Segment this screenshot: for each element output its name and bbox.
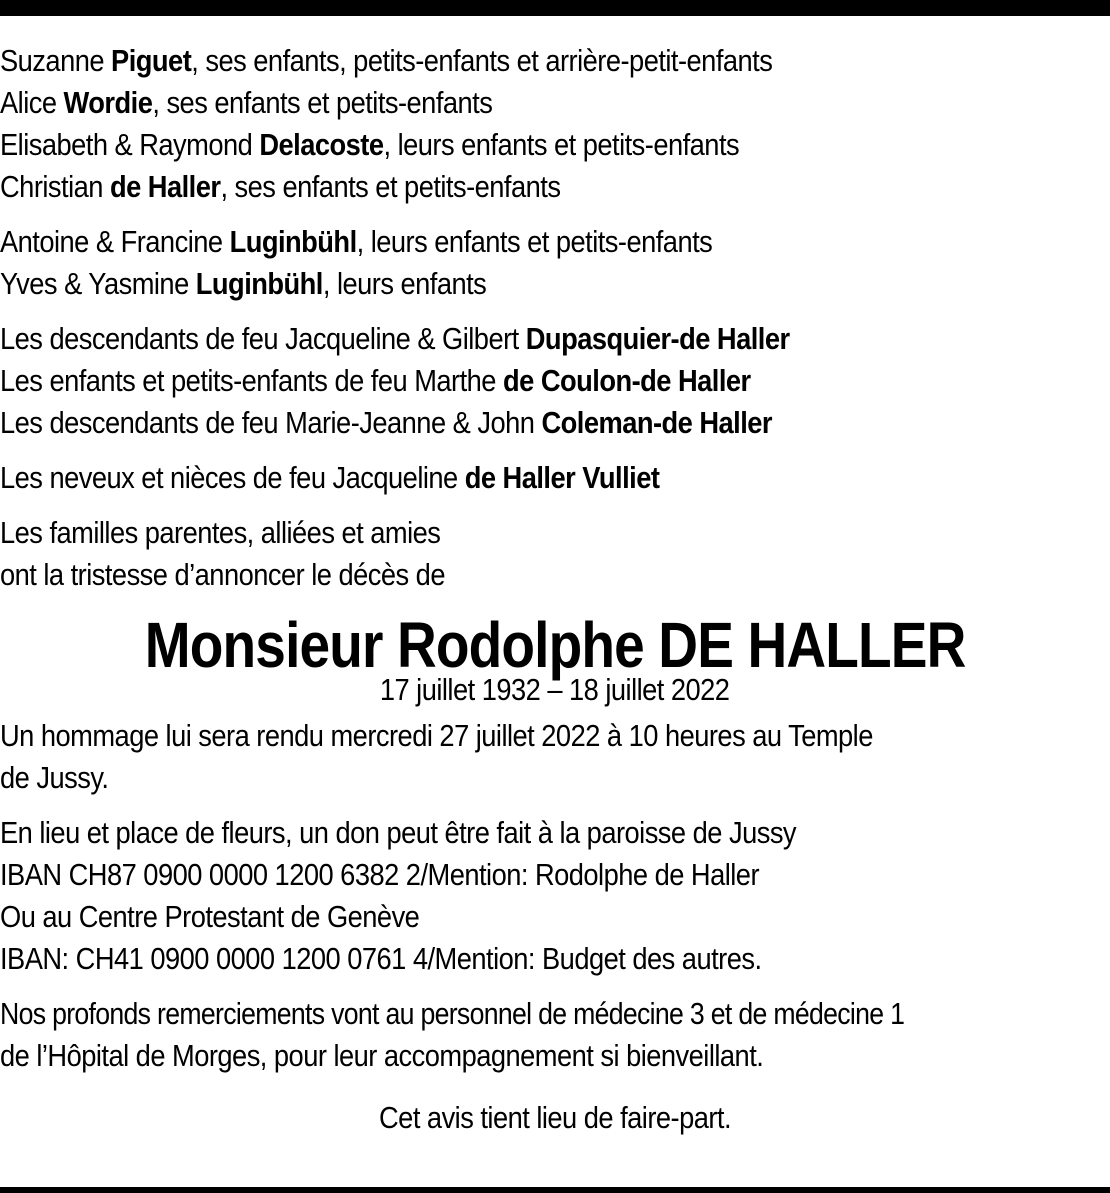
ceremony-line: Un hommage lui sera rendu mercredi 27 juillet 2022 à 10 heures au Temple (0, 718, 873, 753)
deceased-block (0, 609, 1110, 705)
family-surname: de Haller Vulliet (464, 460, 660, 495)
family-line-text: , leurs enfants et petits-enfants (383, 127, 740, 162)
family-line-text: Les familles parentes, alliées et amies (0, 515, 441, 550)
family-surname: Luginbühl (229, 224, 357, 259)
family-line-text: , ses enfants et petits-enfants (220, 169, 561, 204)
family-surname: Delacoste (259, 127, 384, 162)
family-line (0, 554, 977, 596)
family-surname: Dupasquier-de Haller (525, 321, 790, 356)
family-line (0, 221, 977, 263)
family-line-text: ont la tristesse d’annoncer le décès de (0, 557, 445, 592)
family-line (0, 40, 977, 82)
ceremony-line: de Jussy. (0, 760, 109, 795)
closing-text: Cet avis tient lieu de faire-part. (378, 1100, 732, 1135)
families-section (0, 40, 1110, 596)
family-line-text: , ses enfants, petits-enfants et arrière-petit-enfants (191, 43, 773, 78)
life-dates: 17 juillet 1932 – 18 juillet 2022 (380, 672, 730, 707)
family-line (0, 263, 977, 305)
donations-section (0, 812, 1110, 980)
family-surname: de Coulon-de Haller (502, 363, 751, 398)
family-group (0, 512, 1110, 596)
family-line-text: Yves & Yasmine (0, 266, 196, 301)
donation-line: IBAN: CH41 0900 0000 1200 0761 4/Mention: Budget des autres. (0, 941, 762, 976)
family-line-text: , ses enfants et petits-enfants (152, 85, 493, 120)
top-rule (0, 0, 1110, 16)
family-line (0, 318, 977, 360)
family-line-text: Alice (0, 85, 64, 120)
family-line (0, 124, 977, 166)
family-line (0, 512, 977, 554)
thanks-line: Nos profonds remerciements vont au personnel de médecine 3 et de médecine 1 (0, 996, 905, 1031)
donation-line: IBAN CH87 0900 0000 1200 6382 2/Mention: Rodolphe de Haller (0, 857, 759, 892)
family-group (0, 457, 1110, 499)
thanks-section (0, 993, 1110, 1077)
family-group (0, 40, 1110, 208)
family-line (0, 360, 977, 402)
family-surname: Wordie (63, 85, 153, 120)
family-group (0, 318, 1110, 444)
family-line-text: Elisabeth & Raymond (0, 127, 260, 162)
family-line-text: Les descendants de feu Marie-Jeanne & John (0, 405, 542, 440)
family-surname: Luginbühl (195, 266, 323, 301)
family-line-text: , leurs enfants (322, 266, 487, 301)
family-line-text: Suzanne (0, 43, 112, 78)
family-group (0, 221, 1110, 305)
family-line (0, 166, 977, 208)
donation-line: Ou au Centre Protestant de Genève (0, 899, 420, 934)
family-line-text: Les enfants et petits-enfants de feu Marthe (0, 363, 503, 398)
family-line-text: Christian (0, 169, 110, 204)
family-line-text: , leurs enfants et petits-enfants (356, 224, 713, 259)
bottom-rule (0, 1187, 1110, 1193)
deceased-name: Monsieur Rodolphe DE HALLER (144, 609, 966, 681)
ceremony-section (0, 715, 1110, 799)
family-surname: de Haller (109, 169, 221, 204)
family-line-text: Antoine & Francine (0, 224, 230, 259)
family-line-text: Les descendants de feu Jacqueline & Gilbert (0, 321, 526, 356)
closing-note (0, 1097, 1110, 1139)
family-surname: Piguet (111, 43, 192, 78)
obituary-notice (0, 40, 1110, 1139)
thanks-line: de l’Hôpital de Morges, pour leur accompagnement si bienveillant. (0, 1038, 764, 1073)
family-line-text: Les neveux et nièces de feu Jacqueline (0, 460, 465, 495)
family-surname: Coleman-de Haller (541, 405, 773, 440)
family-line (0, 457, 977, 499)
donation-line: En lieu et place de fleurs, un don peut être fait à la paroisse de Jussy (0, 815, 797, 850)
family-line (0, 402, 977, 444)
family-line (0, 82, 977, 124)
